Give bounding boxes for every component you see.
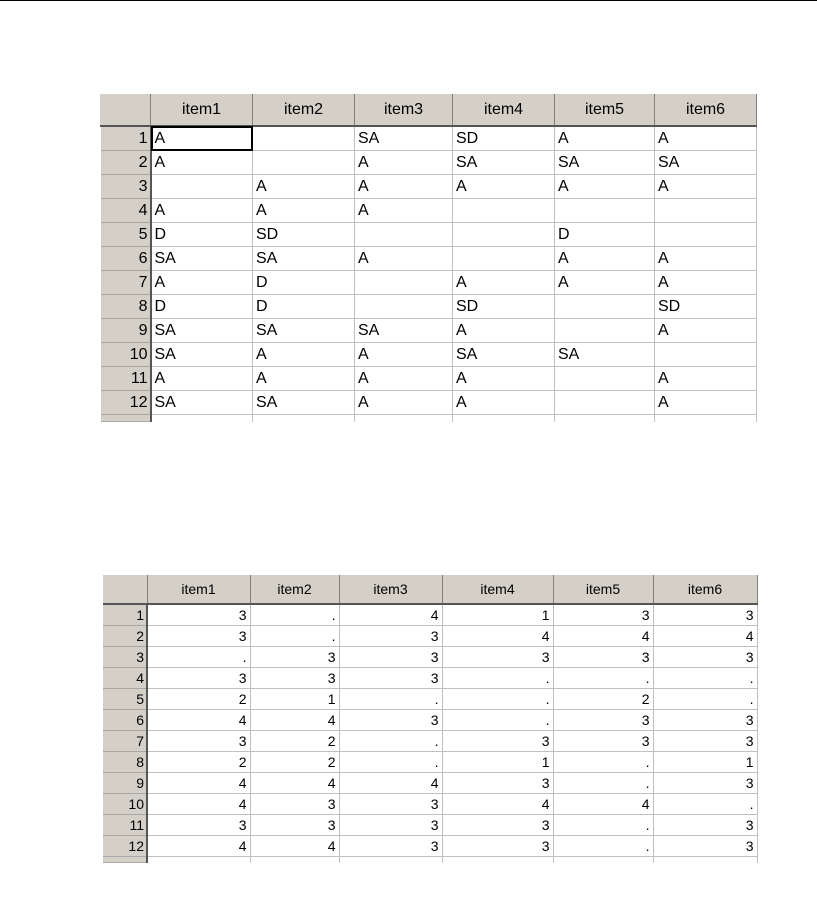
data-cell[interactable]: A: [355, 247, 453, 271]
data-cell[interactable]: [355, 223, 453, 247]
row-header[interactable]: 3: [103, 647, 147, 668]
data-cell[interactable]: A: [655, 126, 757, 151]
table-row: [101, 126, 757, 151]
row-header[interactable]: 4: [101, 199, 151, 223]
data-cell[interactable]: 2: [553, 689, 653, 710]
column-header[interactable]: item6: [655, 95, 757, 127]
data-cell[interactable]: .: [553, 752, 653, 773]
table-row: [101, 319, 757, 343]
row-header[interactable]: 9: [101, 319, 151, 343]
row-header[interactable]: 11: [101, 367, 151, 391]
data-cell[interactable]: 3: [147, 731, 250, 752]
data-cell[interactable]: .: [653, 668, 757, 689]
data-cell[interactable]: 4: [250, 710, 339, 731]
data-cell[interactable]: 4: [250, 773, 339, 794]
data-cell[interactable]: 3: [553, 647, 653, 668]
top-rule: [0, 0, 817, 1]
data-cell: [355, 415, 453, 422]
data-cell[interactable]: 2: [250, 752, 339, 773]
data-cell: [151, 415, 253, 422]
data-cell[interactable]: A: [453, 391, 555, 415]
data-cell[interactable]: D: [253, 271, 355, 295]
table-row: [103, 794, 757, 815]
data-cell[interactable]: 4: [442, 794, 553, 815]
row-header[interactable]: 8: [101, 295, 151, 319]
table-row-partial: [101, 415, 757, 422]
row-header: [101, 415, 151, 422]
row-header[interactable]: 10: [101, 343, 151, 367]
row-header[interactable]: 1: [103, 604, 147, 626]
data-cell[interactable]: [453, 223, 555, 247]
data-cell[interactable]: 1: [250, 689, 339, 710]
data-grid-strings: [100, 94, 757, 422]
data-cell[interactable]: A: [655, 391, 757, 415]
column-header[interactable]: item6: [653, 575, 757, 604]
data-cell[interactable]: A: [151, 151, 253, 175]
data-cell[interactable]: 4: [653, 626, 757, 647]
data-cell[interactable]: A: [253, 343, 355, 367]
table-row: [103, 604, 757, 626]
table-row: [101, 391, 757, 415]
data-cell[interactable]: SD: [253, 223, 355, 247]
data-cell[interactable]: A: [555, 271, 655, 295]
data-cell[interactable]: 4: [147, 773, 250, 794]
corner-cell[interactable]: [103, 575, 147, 604]
table-row: [101, 247, 757, 271]
data-cell[interactable]: 3: [653, 773, 757, 794]
table-row-partial: [103, 857, 757, 863]
column-header[interactable]: item5: [555, 95, 655, 127]
data-cell[interactable]: SA: [151, 247, 253, 271]
data-cell[interactable]: 3: [442, 815, 553, 836]
data-cell[interactable]: 3: [653, 836, 757, 857]
data-cell[interactable]: A: [253, 199, 355, 223]
table-row: [101, 295, 757, 319]
data-cell[interactable]: 2: [147, 752, 250, 773]
table-row: [103, 773, 757, 794]
data-cell[interactable]: SA: [151, 319, 253, 343]
data-cell[interactable]: A: [453, 367, 555, 391]
data-cell[interactable]: 3: [147, 604, 250, 626]
data-cell: [339, 857, 442, 863]
data-cell[interactable]: SD: [453, 126, 555, 151]
table-row: [103, 815, 757, 836]
column-header[interactable]: item2: [250, 575, 339, 604]
data-cell[interactable]: A: [355, 199, 453, 223]
data-cell[interactable]: 3: [250, 647, 339, 668]
data-cell[interactable]: A: [355, 151, 453, 175]
data-cell[interactable]: 3: [442, 647, 553, 668]
data-cell: [653, 857, 757, 863]
data-cell[interactable]: .: [553, 836, 653, 857]
column-header[interactable]: item2: [253, 95, 355, 127]
data-cell[interactable]: SA: [453, 343, 555, 367]
data-cell[interactable]: A: [355, 175, 453, 199]
data-cell[interactable]: [453, 199, 555, 223]
data-cell[interactable]: SD: [453, 295, 555, 319]
data-cell[interactable]: .: [147, 647, 250, 668]
data-cell[interactable]: 3: [442, 731, 553, 752]
table-row: [103, 647, 757, 668]
data-cell[interactable]: .: [442, 689, 553, 710]
data-cell[interactable]: [555, 199, 655, 223]
data-cell[interactable]: [355, 271, 453, 295]
data-cell[interactable]: SA: [555, 151, 655, 175]
data-cell[interactable]: A: [151, 199, 253, 223]
table-row: [101, 175, 757, 199]
data-cell[interactable]: A: [151, 271, 253, 295]
data-cell[interactable]: SA: [355, 126, 453, 151]
table-row: [101, 199, 757, 223]
column-header[interactable]: item5: [553, 575, 653, 604]
data-cell[interactable]: [555, 295, 655, 319]
row-header[interactable]: 5: [101, 223, 151, 247]
data-cell[interactable]: SA: [151, 391, 253, 415]
table-row: [101, 223, 757, 247]
column-header[interactable]: item3: [339, 575, 442, 604]
data-cell[interactable]: 3: [339, 626, 442, 647]
table-row: [101, 151, 757, 175]
data-cell[interactable]: 3: [442, 773, 553, 794]
row-header[interactable]: 12: [101, 391, 151, 415]
header-row: [101, 95, 757, 127]
data-cell[interactable]: 2: [147, 689, 250, 710]
row-header[interactable]: 12: [103, 836, 147, 857]
data-cell[interactable]: A: [453, 319, 555, 343]
data-cell[interactable]: 4: [147, 710, 250, 731]
data-cell[interactable]: .: [553, 773, 653, 794]
data-cell[interactable]: [555, 391, 655, 415]
data-cell[interactable]: 3: [339, 668, 442, 689]
row-header[interactable]: 2: [101, 151, 151, 175]
data-cell[interactable]: 2: [250, 731, 339, 752]
data-cell: [555, 415, 655, 422]
data-cell[interactable]: 3: [250, 815, 339, 836]
table-row: [101, 271, 757, 295]
data-cell[interactable]: [555, 367, 655, 391]
data-cell[interactable]: 3: [653, 815, 757, 836]
data-cell[interactable]: .: [442, 668, 553, 689]
data-cell[interactable]: A: [355, 367, 453, 391]
data-cell[interactable]: [355, 295, 453, 319]
data-cell[interactable]: SA: [253, 319, 355, 343]
data-cell[interactable]: A: [555, 175, 655, 199]
row-header[interactable]: 7: [101, 271, 151, 295]
data-cell[interactable]: [655, 199, 757, 223]
data-cell[interactable]: [253, 126, 355, 151]
data-cell[interactable]: A: [453, 271, 555, 295]
data-cell[interactable]: A: [655, 319, 757, 343]
data-cell[interactable]: [655, 343, 757, 367]
data-cell[interactable]: .: [250, 626, 339, 647]
column-header[interactable]: item4: [453, 95, 555, 127]
data-cell: [250, 857, 339, 863]
data-cell[interactable]: 1: [442, 604, 553, 626]
row-header[interactable]: 10: [103, 794, 147, 815]
data-cell[interactable]: 4: [339, 773, 442, 794]
data-cell[interactable]: .: [653, 689, 757, 710]
data-cell[interactable]: SA: [453, 151, 555, 175]
data-cell[interactable]: D: [555, 223, 655, 247]
column-header[interactable]: item1: [151, 95, 253, 127]
data-cell[interactable]: A: [151, 126, 253, 151]
data-cell[interactable]: SA: [655, 151, 757, 175]
row-header[interactable]: 3: [101, 175, 151, 199]
data-cell[interactable]: SA: [355, 319, 453, 343]
data-cell[interactable]: SD: [655, 295, 757, 319]
data-cell[interactable]: 3: [339, 710, 442, 731]
data-cell[interactable]: 3: [442, 836, 553, 857]
data-cell[interactable]: 4: [442, 626, 553, 647]
data-cell[interactable]: .: [339, 752, 442, 773]
row-header[interactable]: 7: [103, 731, 147, 752]
data-cell[interactable]: A: [655, 175, 757, 199]
data-cell[interactable]: D: [151, 295, 253, 319]
table-row: [103, 626, 757, 647]
data-cell[interactable]: [453, 247, 555, 271]
data-cell: [253, 415, 355, 422]
data-cell[interactable]: A: [253, 175, 355, 199]
data-cell[interactable]: A: [151, 367, 253, 391]
row-header[interactable]: 11: [103, 815, 147, 836]
data-cell[interactable]: 3: [147, 668, 250, 689]
data-cell[interactable]: .: [339, 731, 442, 752]
data-cell[interactable]: 3: [653, 710, 757, 731]
data-cell[interactable]: .: [442, 710, 553, 731]
data-cell[interactable]: 3: [553, 731, 653, 752]
table-row: [101, 343, 757, 367]
data-cell[interactable]: A: [555, 247, 655, 271]
data-cell: [655, 415, 757, 422]
data-cell[interactable]: 1: [442, 752, 553, 773]
data-cell[interactable]: .: [653, 794, 757, 815]
row-header[interactable]: 4: [103, 668, 147, 689]
data-cell[interactable]: 3: [653, 647, 757, 668]
row-header[interactable]: 1: [101, 126, 151, 151]
header-row: [103, 575, 757, 604]
data-cell[interactable]: A: [355, 391, 453, 415]
data-cell[interactable]: .: [250, 604, 339, 626]
data-cell[interactable]: SA: [151, 343, 253, 367]
data-cell[interactable]: 3: [147, 626, 250, 647]
row-header: [103, 857, 147, 863]
data-cell[interactable]: [151, 175, 253, 199]
data-cell[interactable]: SA: [253, 247, 355, 271]
row-header[interactable]: 6: [103, 710, 147, 731]
data-cell: [453, 415, 555, 422]
table-row: [103, 731, 757, 752]
data-cell[interactable]: 3: [653, 604, 757, 626]
column-header[interactable]: item1: [147, 575, 250, 604]
data-cell[interactable]: A: [655, 271, 757, 295]
data-cell[interactable]: 1: [653, 752, 757, 773]
data-cell[interactable]: 4: [250, 836, 339, 857]
data-cell[interactable]: A: [655, 367, 757, 391]
data-cell[interactable]: 3: [339, 815, 442, 836]
data-cell[interactable]: 3: [339, 836, 442, 857]
table-row: [101, 367, 757, 391]
data-cell[interactable]: 3: [553, 710, 653, 731]
data-cell[interactable]: 3: [653, 731, 757, 752]
table-row: [103, 836, 757, 857]
data-cell[interactable]: A: [253, 367, 355, 391]
corner-cell[interactable]: [101, 95, 151, 127]
table-row: [103, 710, 757, 731]
data-cell[interactable]: D: [253, 295, 355, 319]
row-header[interactable]: 5: [103, 689, 147, 710]
column-header[interactable]: item4: [442, 575, 553, 604]
data-cell[interactable]: [253, 151, 355, 175]
data-cell[interactable]: [555, 319, 655, 343]
data-cell[interactable]: SA: [253, 391, 355, 415]
data-cell[interactable]: 3: [339, 647, 442, 668]
data-cell[interactable]: 3: [339, 794, 442, 815]
data-cell: [553, 857, 653, 863]
data-cell[interactable]: A: [555, 126, 655, 151]
row-header[interactable]: 2: [103, 626, 147, 647]
data-cell[interactable]: [655, 223, 757, 247]
data-cell[interactable]: A: [355, 343, 453, 367]
data-cell[interactable]: .: [553, 668, 653, 689]
data-cell[interactable]: D: [151, 223, 253, 247]
table-row: [103, 668, 757, 689]
data-cell[interactable]: SA: [555, 343, 655, 367]
data-grid-numeric: [103, 575, 758, 863]
data-cell[interactable]: 4: [339, 604, 442, 626]
data-cell[interactable]: 4: [147, 794, 250, 815]
row-header[interactable]: 9: [103, 773, 147, 794]
data-cell[interactable]: 4: [147, 836, 250, 857]
data-cell[interactable]: A: [453, 175, 555, 199]
row-header[interactable]: 6: [101, 247, 151, 271]
data-cell[interactable]: 3: [553, 604, 653, 626]
column-header[interactable]: item3: [355, 95, 453, 127]
data-cell[interactable]: 4: [553, 794, 653, 815]
data-cell: [147, 857, 250, 863]
table-row: [103, 689, 757, 710]
table-row: [103, 752, 757, 773]
data-cell[interactable]: 3: [250, 794, 339, 815]
data-cell[interactable]: 3: [147, 815, 250, 836]
data-cell[interactable]: .: [339, 689, 442, 710]
row-header[interactable]: 8: [103, 752, 147, 773]
data-cell[interactable]: 3: [250, 668, 339, 689]
data-cell: [442, 857, 553, 863]
data-cell[interactable]: 4: [553, 626, 653, 647]
data-cell[interactable]: A: [655, 247, 757, 271]
data-cell[interactable]: .: [553, 815, 653, 836]
